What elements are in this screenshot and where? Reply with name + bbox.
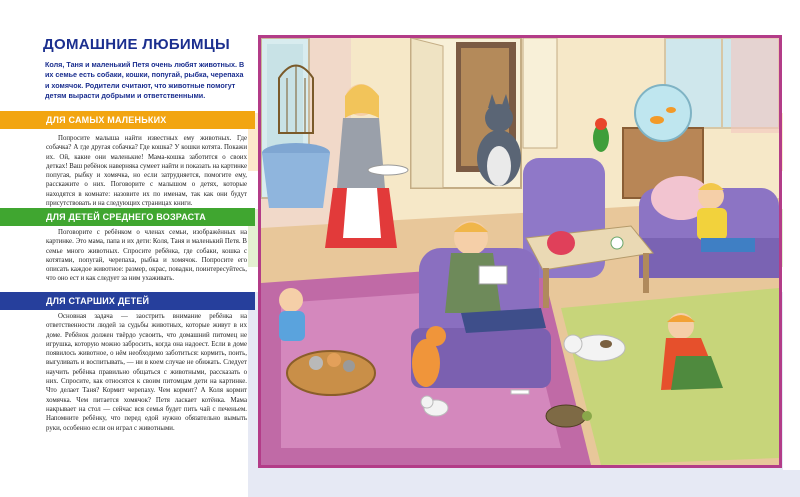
page-title: ДОМАШНИЕ ЛЮБИМЦЫ <box>43 36 231 53</box>
right-gutter <box>783 30 800 470</box>
bone <box>511 390 529 394</box>
section-heading-youngest: ДЛЯ САМЫХ МАЛЕНЬКИХ <box>0 111 255 129</box>
section-heading-middle: ДЛЯ ДЕТЕЙ СРЕДНЕГО ВОЗРАСТА <box>0 208 255 226</box>
parrot <box>593 118 609 152</box>
section-heading-older: ДЛЯ СТАРШИХ ДЕТЕЙ <box>0 292 255 310</box>
section-text-youngest: Попросите малыша найти известных ему животных. Где собачка? А где другая собачка? Где кошка? У кошки котята. Покажи их. Ой, какие они маленькие! Мама-кошка заботится о своих детках! Ваш ребёнок наверняка сумеет найти и показать на картинке попугая, рыбку и хомячка, но если затрудняется, помогите ему, расскажите о них. Поговорите с малышом о детях, которые находятся в комнате: назовите их по именам, так как они будут присутствовать и на следующих страницах книги. <box>46 135 247 208</box>
boy-petya <box>279 288 305 341</box>
cat-basket <box>287 351 375 395</box>
section-text-older: Основная задача — заострить внимание ребёнка на ответственности людей за судьбы животных, которые живут в их доме. Ребёнок должен твёрдо усвоить, что домашний питомец не игрушка, которую можно забросить, когда она надоест. Если в доме появилось животное, о нём необходимо заботиться: кормить, поить, выгуливать и воспитывать, — ни в коем случае не обижать. Следует научить ребёнка правильно общаться с животными, рассказать о них. Спросите, как относятся к своим питомцам дети на картинке. Что делает Таня? Кормит черепаху. Чем кормит? А Коля кормит хомячка. Чем питается хомячок? Петя ласкает котёнка. Мама накрывает на стол — сейчас вся семья будет пить чай с печеньем. Напомните ребёнку, что перед едой нужно обязательно вымыть руки, особенно если он играл с животными. <box>46 313 247 432</box>
intro-text: Коля, Таня и маленький Петя очень любят животных. В их семье есть собаки, кошки, попугай, рыбка, черепаха и хомячок. Родители считают, что животные помогут детям вырасти добрыми и ответственными. <box>45 60 245 101</box>
section-text-middle: Поговорите с ребёнком о членах семьи, изображённых на картинке. Это мама, папа и их дети: Коля, Таня и маленький Петя. В семье много животных. Спросите ребёнка, где собаки, кошка с котятами, попугай, черепаха, рыбка и хомячок. Попросите его описать каждое животное: размер, окрас, повадки, поинтересуйтесь, что оно ест и как следует за ним ухаживать. <box>46 229 247 283</box>
family-pets-illustration <box>258 35 782 468</box>
